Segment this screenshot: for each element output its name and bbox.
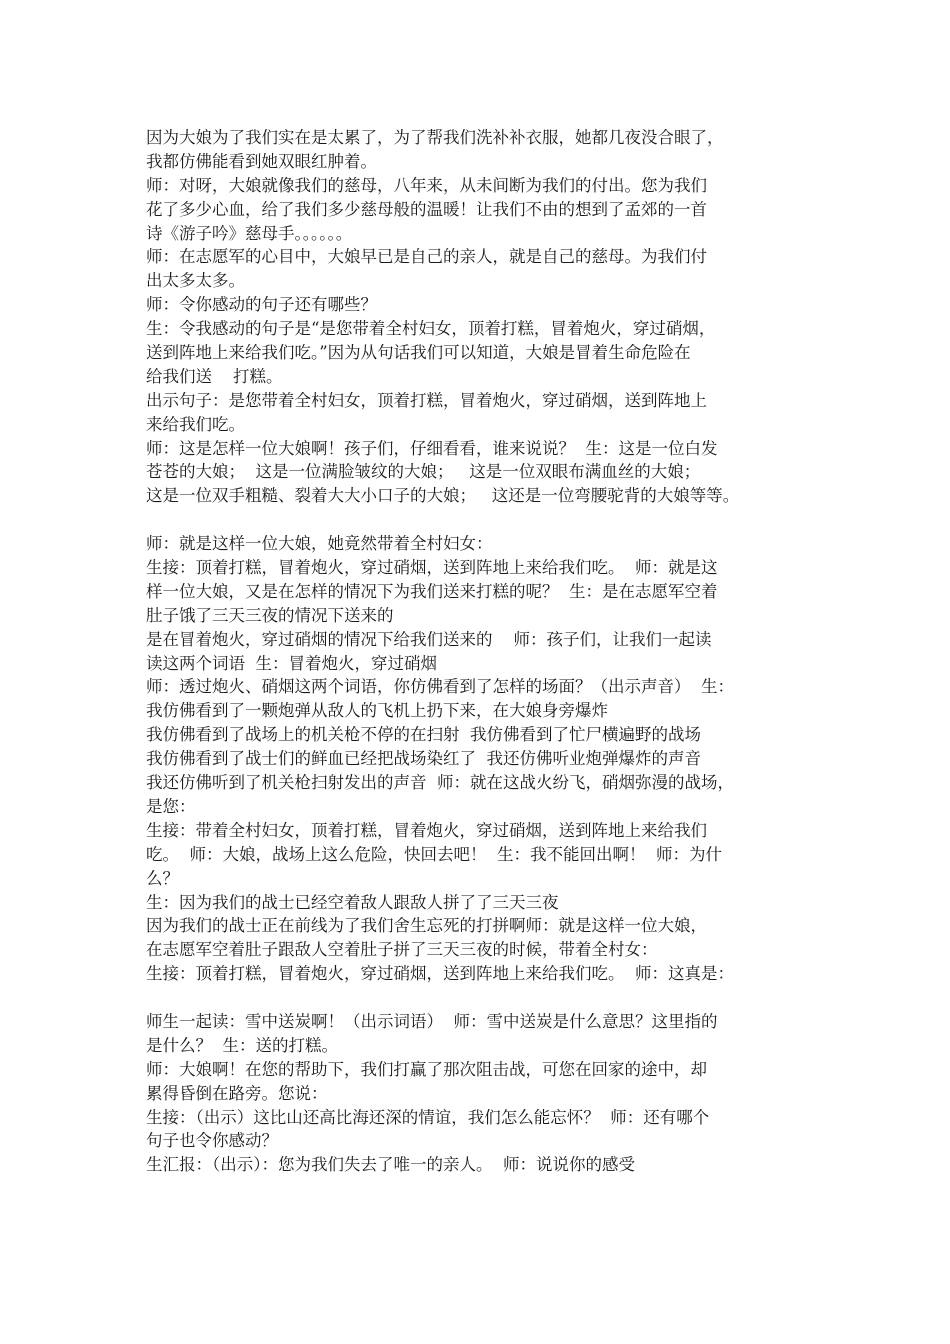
text-line: 么？	[146, 868, 179, 888]
text-line: 生汇报：（出示）：您为我们失去了唯一的亲人。 师：说说你的感受	[146, 1155, 635, 1175]
text-line: 出示句子：是您带着全村妇女，顶着打糕，冒着炮火，穿过硝烟，送到阵地上	[146, 390, 707, 410]
text-line: 句子也令你感动？	[146, 1131, 278, 1151]
text-line: 样一位大娘，又是在怎样的情况下为我们送来打糕的呢？ 生：是在志愿军空着	[146, 581, 718, 601]
blank-line	[146, 508, 836, 532]
text-line: 生：令我感动的句子是“是您带着全村妇女，顶着打糕，冒着炮火，穿过硝烟，	[146, 319, 716, 339]
text-line: 在志愿军空着肚子跟敌人空着肚子拼了三天三夜的时候，带着全村女：	[146, 940, 658, 960]
text-line: 生接：顶着打糕，冒着炮火，穿过硝烟，送到阵地上来给我们吃。 师：这真是：	[146, 964, 734, 984]
text-line: 师：就是这样一位大娘，她竟然带着全村妇女：	[146, 534, 493, 554]
document-body	[146, 126, 836, 1177]
text-line: 生接：带着全村妇女，顶着打糕，冒着炮火，穿过硝烟，送到阵地上来给我们	[146, 820, 707, 840]
text-line: 肚子饿了三天三夜的情况下送来的	[146, 605, 394, 625]
text-line: 是在冒着炮火，穿过硝烟的情况下给我们送来的 师：孩子们，让我们一起读	[146, 629, 712, 649]
text-line: 生接：顶着打糕，冒着炮火，穿过硝烟，送到阵地上来给我们吃。 师：就是这	[146, 558, 718, 578]
text-line: 送到阵地上来给我们吃。”因为从句话我们可以知道，大娘是冒着生命危险在	[146, 343, 691, 363]
text-line: 是什么？ 生：送的打糕。	[146, 1035, 338, 1055]
text-line: 出太多太多。	[146, 271, 245, 291]
blank-line	[146, 986, 836, 1010]
text-line: 师：在志愿军的心目中，大娘早已是自己的亲人，就是自己的慈母。为我们付	[146, 247, 707, 267]
text-line: 我仿佛看到了战士们的鲜血已经把战场染红了 我还仿佛听业炮弹爆炸的声音	[146, 749, 701, 769]
text-line: 生接：（出示）这比山还高比海还深的情谊，我们怎么能忘怀？ 师：还有哪个	[146, 1107, 710, 1127]
text-line: 师：这是怎样一位大娘啊！孩子们，仔细看看，谁来说说？ 生：这是一位白发	[146, 438, 718, 458]
text-line: 是您：	[146, 796, 196, 816]
text-line: 读这两个词语 生：冒着炮火，穿过硝烟	[146, 653, 437, 673]
text-line: 师生一起读：雪中送炭啊！（出示词语） 师：雪中送炭是什么意思？这里指的	[146, 1011, 718, 1031]
text-line: 师：令你感动的句子还有哪些？	[146, 295, 377, 315]
text-line: 因为大娘为了我们实在是太累了，为了帮我们洗补补衣服，她都几夜没合眼了，	[146, 128, 724, 147]
text-line: 因为我们的战士正在前线为了我们舍生忘死的打拼啊师：就是这样一位大娘，	[146, 916, 707, 936]
text-line: 我都仿佛能看到她双眼红肿着。	[146, 151, 377, 171]
text-line: 师：大娘啊！在您的帮助下，我们打赢了那次阻击战，可您在回家的途中，却	[146, 1059, 707, 1079]
text-line: 我还仿佛听到了机关枪扫射发出的声音 师：就在这战火纷飞，硝烟弥漫的战场，	[146, 773, 734, 793]
text-line: 给我们送 打糕。	[146, 366, 283, 386]
text-line: 来给我们吃。	[146, 414, 245, 434]
text-line: 这是一位双手粗糙、裂着大大小口子的大娘； 这还是一位弯腰驼背的大娘等等。	[146, 486, 740, 506]
text-line: 我仿佛看到了战场上的机关枪不停的在扫射 我仿佛看到了忙尸横遍野的战场	[146, 725, 701, 745]
text-line: 我仿佛看到了一颗炮弹从敌人的飞机上扔下来，在大娘身旁爆炸	[146, 701, 608, 721]
text-line: 苍苍的大娘； 这是一位满脸皱纹的大娘； 这是一位双眼布满血丝的大娘；	[146, 462, 701, 482]
text-line: 生：因为我们的战士已经空着敌人跟敌人拼了了三天三夜	[146, 892, 559, 912]
text-line: 师：对呀，大娘就像我们的慈母，八年来，从未间断为我们的付出。您为我们	[146, 175, 707, 195]
text-line: 吃。 师：大娘，战场上这么危险，快回去吧！ 生：我不能回出啊！ 师：为什	[146, 844, 722, 864]
text-line: 花了多少心血，给了我们多少慈母般的温暖！让我们不由的想到了孟郊的一首	[146, 199, 707, 219]
text-line: 师：透过炮火、硝烟这两个词语，你仿佛看到了怎样的场面？（出示声音） 生：	[146, 677, 734, 697]
text-line: 诗《游子吟》慈母手。。。。。。	[146, 223, 353, 243]
text-line: 累得昏倒在路旁。您说：	[146, 1083, 328, 1103]
